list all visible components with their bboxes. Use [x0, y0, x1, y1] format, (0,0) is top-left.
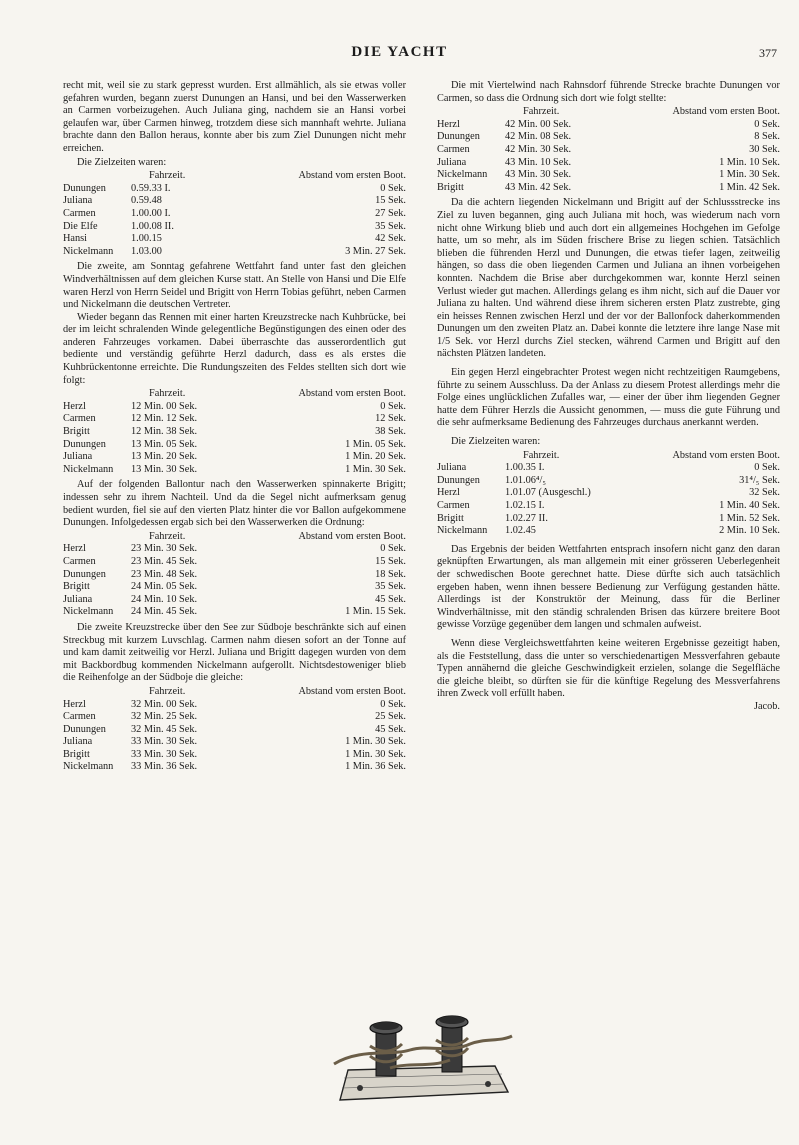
- boat-name: Dunungen: [63, 723, 106, 735]
- boat-name: Carmen: [63, 711, 96, 723]
- boat-name: Juliana: [63, 451, 93, 463]
- boat-name: Herzl: [63, 698, 86, 710]
- boat-gap: 0 Sek.: [754, 462, 780, 474]
- table-row: [63, 464, 406, 477]
- boat-gap: 1 Min. 20 Sek.: [345, 451, 406, 463]
- boat-time: 43 Min. 10 Sek.: [505, 156, 572, 168]
- boat-name: Carmen: [63, 555, 96, 567]
- boat-name: Hansi: [63, 233, 88, 245]
- boat-gap: 1 Min. 30 Sek.: [345, 463, 406, 475]
- boat-name: Brigitt: [437, 181, 464, 193]
- boat-gap: 3 Min. 27 Sek.: [345, 245, 406, 257]
- boat-name: Herzl: [63, 543, 86, 555]
- paragraph: recht mit, weil sie zu stark gepresst wurden. Erst allmählich, als sie etwas voller gefahren wurden, begann zuerst Dunungen an Hansi, und bei den Wasserwerken an Carmen vorbeizugehen. Auch Juliana ging, nachdem sie an Hansi vorbei gelaufen war, über Carmen hinweg, trotzdem diese sich mannhaft wehrte. Juliana brachte dann den Ballon heraus, konnte aber bis zum Ziel Dunungen nicht mehr erreichen.: [63, 80, 406, 154]
- boat-time: 24 Min. 05 Sek.: [131, 581, 198, 593]
- page-number: 377: [759, 46, 777, 60]
- table-header-row: [437, 106, 780, 119]
- boat-time: 1.01.06⁴/₅: [505, 474, 546, 486]
- paragraph: Ein gegen Herzl eingebrachter Protest wegen nicht rechtzeitigen Raumgebens, führte zu seinem Ausschluss. Da der Anlass zu diesem Protest allerdings mehr die Folge eines unglücklichen Zufalles war, — einer der über ihm liegenden Gegner hatte dem Führer Herzls die Aussicht genommen, — muss die gute Führung und die sehr aufmerksame Bedienung des Fahrzeuges durchaus anerkannt werden.: [437, 367, 780, 429]
- table-row: [63, 581, 406, 594]
- table-row: [63, 233, 406, 246]
- boat-name: Dunungen: [437, 474, 480, 486]
- table-row: [63, 543, 406, 556]
- boat-time: 24 Min. 10 Sek.: [131, 593, 198, 605]
- table-row: [437, 500, 780, 513]
- header-blank: [437, 450, 505, 463]
- header-fahrzeit: Fahrzeit.: [149, 388, 186, 400]
- boat-time: 0.59.33 I.: [131, 182, 171, 194]
- results-table: [63, 686, 406, 774]
- boat-gap: 1 Min. 30 Sek.: [345, 748, 406, 760]
- table-row: [437, 525, 780, 538]
- table-row: [63, 208, 406, 221]
- boat-time: 1.02.45: [505, 525, 536, 537]
- boat-name: Herzl: [63, 400, 86, 412]
- boat-name: Herzl: [437, 487, 460, 499]
- header-abstand: Abstand vom ersten Boot.: [298, 170, 406, 182]
- table-header-row: [63, 531, 406, 544]
- page-header: [0, 44, 799, 66]
- boat-time: 1.00.15: [131, 233, 162, 245]
- boat-name: Brigitt: [63, 426, 90, 438]
- boat-gap: 25 Sek.: [375, 711, 406, 723]
- boat-time: 24 Min. 45 Sek.: [131, 606, 198, 618]
- boat-time: 1.00.00 I.: [131, 207, 171, 219]
- boat-gap: 38 Sek.: [375, 426, 406, 438]
- table-header-row: [63, 686, 406, 699]
- table-row: [63, 699, 406, 712]
- boat-gap: 1 Min. 30 Sek.: [719, 169, 780, 181]
- boat-gap: 1 Min. 10 Sek.: [719, 156, 780, 168]
- boat-time: 32 Min. 45 Sek.: [131, 723, 198, 735]
- boat-time: 33 Min. 30 Sek.: [131, 736, 198, 748]
- boat-time: 13 Min. 30 Sek.: [131, 463, 198, 475]
- table-row: [63, 736, 406, 749]
- table-row: [437, 182, 780, 195]
- table-row: [63, 221, 406, 234]
- boat-time: 42 Min. 30 Sek.: [505, 143, 572, 155]
- table-row: [63, 711, 406, 724]
- bollard-with-rope-icon: [330, 1008, 515, 1113]
- paragraph: Auf der folgenden Ballontur nach den Wasserwerken spinnakerte Brigitt; indessen sehr zu ihrem Nachteil. Und da die Segel nicht aufmerksam genug bedient wurden, fiel sie auf den vierten Platz hinter die vor Ballon aufgekommene Dunungen. Infolgedessen ergab sich bei den Wasserwerken die Ordnung:: [63, 479, 406, 529]
- table-row: [63, 439, 406, 452]
- table-row: [63, 401, 406, 414]
- boat-time: 13 Min. 05 Sek.: [131, 438, 198, 450]
- boat-time: 42 Min. 08 Sek.: [505, 131, 572, 143]
- boat-gap: 1 Min. 52 Sek.: [719, 512, 780, 524]
- header-blank: [63, 531, 131, 544]
- table-row: [63, 246, 406, 259]
- header-blank: [63, 686, 131, 699]
- boat-name: Nickelmann: [437, 525, 488, 537]
- table-row: [63, 426, 406, 439]
- paragraph: Die zweite Kreuzstrecke über den See zur Südboje beschränkte sich auf einen Streckbug mit kurzem Luvschlag. Carmen nahm diesen sofort an der Tonne auf und kam damit zeitweilig vor Herzl. Juliana und Brigitt dagegen wurden von dem mit Backbordbug kommenden Nickelmann aufgerollt. Nichtsdestoweniger blieb die Reihenfolge an der Südboje die gleiche:: [63, 621, 406, 684]
- boat-gap: 0 Sek.: [380, 400, 406, 412]
- boat-gap: 32 Sek.: [749, 487, 780, 499]
- table-row: [437, 475, 780, 488]
- boat-name: Dunungen: [63, 182, 106, 194]
- boat-time: 43 Min. 30 Sek.: [505, 169, 572, 181]
- boat-gap: 0 Sek.: [380, 543, 406, 555]
- paragraph: Wieder begann das Rennen mit einer harten Kreuzstrecke nach Kuhbrücke, bei der im leicht schralenden Winde gelegentliche Begünstigungen des einen oder des anderen Fahrzeuges vorkamen. Dabei überraschte das ausserordentlich gut bediente und verständig geführte Herzl dadurch, dass es als erstes die Kuhbrückentonne erreichte. Die Rundungszeiten des Feldes stellten sich dort wie folgt:: [63, 311, 406, 386]
- header-abstand: Abstand vom ersten Boot.: [672, 106, 780, 118]
- boat-gap: 31⁴/₅ Sek.: [739, 474, 780, 486]
- boat-name: Brigitt: [63, 748, 90, 760]
- header-fahrzeit: Fahrzeit.: [149, 530, 186, 542]
- table-row: [63, 413, 406, 426]
- boat-name: Juliana: [63, 195, 93, 207]
- boat-time: 0.59.48: [131, 195, 162, 207]
- table-row: [63, 195, 406, 208]
- header-blank: [437, 106, 505, 119]
- boat-name: Brigitt: [63, 581, 90, 593]
- boat-gap: 1 Min. 36 Sek.: [345, 761, 406, 773]
- table-row: [437, 462, 780, 475]
- boat-name: Nickelmann: [63, 761, 114, 773]
- table-intro: Die Zielzeiten waren:: [77, 156, 167, 168]
- boat-time: 33 Min. 36 Sek.: [131, 761, 198, 773]
- table-row: [63, 749, 406, 762]
- boat-gap: 0 Sek.: [754, 118, 780, 130]
- boat-time: 1.02.15 I.: [505, 500, 545, 511]
- table-row: [437, 513, 780, 526]
- paragraph: Die mit Viertelwind nach Rahnsdorf führende Strecke brachte Dunungen vor Carmen, so dass die Ordnung sich dort wie folgt stellte:: [437, 80, 780, 104]
- boat-time: 1.00.08 II.: [131, 220, 174, 232]
- boat-gap: 27 Sek.: [375, 207, 406, 219]
- boat-gap: 0 Sek.: [380, 182, 406, 194]
- table-row: [63, 569, 406, 582]
- boat-name: Herzl: [437, 118, 460, 130]
- boat-gap: 1 Min. 40 Sek.: [719, 500, 780, 511]
- boat-gap: 12 Sek.: [375, 413, 406, 425]
- header-fahrzeit: Fahrzeit.: [149, 685, 186, 697]
- boat-time: 1.00.35 I.: [505, 462, 545, 474]
- table-row: [437, 144, 780, 157]
- boat-gap: 18 Sek.: [375, 568, 406, 580]
- results-table: [63, 388, 406, 476]
- table-row: [63, 556, 406, 569]
- boat-time: 23 Min. 30 Sek.: [131, 543, 198, 555]
- boat-time: 13 Min. 20 Sek.: [131, 451, 198, 463]
- boat-name: Nickelmann: [63, 606, 114, 618]
- boat-time: 23 Min. 45 Sek.: [131, 555, 198, 567]
- paragraph: Die zweite, am Sonntag gefahrene Wettfahrt fand unter fast den gleichen Windverhältnissen auf dem gleichen Kurse statt. An Stelle von Hansi und Die Elfe waren Herzl von Herrn Seidel und Brigitt von Herrn Tobias geführt, neben Carmen und Nickelmann die deutschen Vertreter.: [63, 261, 406, 311]
- boat-gap: 1 Min. 05 Sek.: [345, 438, 406, 450]
- header-fahrzeit: Fahrzeit.: [523, 449, 560, 461]
- boat-time: 12 Min. 12 Sek.: [131, 413, 198, 425]
- boat-name: Nickelmann: [63, 463, 114, 475]
- table-intro: Die Zielzeiten waren:: [451, 436, 541, 448]
- header-blank: [63, 170, 131, 183]
- boat-time: 1.03.00: [131, 245, 162, 257]
- boat-gap: 15 Sek.: [375, 555, 406, 567]
- table-header-row: [63, 170, 406, 183]
- boat-gap: 2 Min. 10 Sek.: [719, 525, 780, 537]
- boat-name: Carmen: [437, 500, 470, 511]
- paragraph: Wenn diese Vergleichswettfahrten keine weiteren Ergebnisse gezeitigt haben, als die Feststellung, dass die unter so verschiedenartigen Messverfahren gebaute Typen annähernd die gleiche Geschwindigkeit erzielen, solange die Segelfläche die gleiche bleibt, so dürften sie für die künftige Regelung des Messverfahrens ihren Zweck voll erfüllt haben.: [437, 637, 780, 700]
- table-header-row: [63, 388, 406, 401]
- results-table: [437, 106, 780, 194]
- table-header-row: [437, 450, 780, 463]
- boat-name: Die Elfe: [63, 220, 98, 232]
- table-row: [437, 119, 780, 132]
- boat-gap: 15 Sek.: [375, 195, 406, 207]
- boat-name: Juliana: [437, 156, 467, 168]
- paragraph: Da die achtern liegenden Nickelmann und Brigitt auf der Schlussstrecke ins Ziel zu luven begannen, ging auch Juliana mit hoch, was wiederum nach vorn nicht ohne Wirkung blieb und auch dort ein allgemeines Hochgehen im Gefolge hatte, um so mehr, als im Süden frischere Brise zu liegen schien. Tatsächlich blieben die führenden Herzl und Dunungen, die etwas tiefer lagen, zeitweilig hängen, so dass die oben liegenden Carmen und Juliana an ihnen vorbeigehen konnten. Nachdem die Brise aber durchgekommen war, konnte Herzl seinen Verlust wieder gut machen. Allerdings gelang es ihm nicht, sich auf die Dauer vor Juliana zu halten. Und während diese ihrem sicheren ersten Platz zustrebte, ging ein heisses Rennen zwischen Herzl und der vor der Ballonfock daherkommenden Dunungen um den zweiten Platz an. Dabei konnte die letztere ihre lange Nase mit 1/5 Sek. vor Herzl durchs Ziel stecken, während Carmen und Brigitt auf den nächsten Plätzen landeten.: [437, 197, 780, 360]
- boat-gap: 1 Min. 30 Sek.: [345, 736, 406, 748]
- boat-time: 12 Min. 38 Sek.: [131, 426, 198, 438]
- boat-gap: 45 Sek.: [375, 593, 406, 605]
- boat-time: 23 Min. 48 Sek.: [131, 568, 198, 580]
- table-row: [63, 183, 406, 196]
- boat-name: Carmen: [63, 413, 96, 425]
- boat-time: 12 Min. 00 Sek.: [131, 400, 198, 412]
- boat-time: 32 Min. 25 Sek.: [131, 711, 198, 723]
- paragraph: Das Ergebnis der beiden Wettfahrten entsprach insofern nicht ganz den daran geknüpften Erwartungen, als man allgemein mit einer grösseren Ueberlegenheit der schwedischen Boote gerechnet hatte. Diese dürfte sich auch tatsächlich ergeben haben, wenn ihnen bessere Bedienung zur Verfügung gestanden hätte. Allerdings ist der Konstruktör der Meinung, dass für die Berliner Windverhältnisse, mit den ständig schralenden Brisen das kürzere breitere Boot gewisse Vorzüge gegenüber dem langen und schmalen aufweist.: [437, 543, 780, 631]
- header-abstand: Abstand vom ersten Boot.: [672, 449, 780, 461]
- boat-name: Carmen: [437, 143, 470, 155]
- boat-name: Dunungen: [63, 438, 106, 450]
- boat-name: Carmen: [63, 207, 96, 219]
- table-row: [437, 487, 780, 500]
- boat-gap: 35 Sek.: [375, 220, 406, 232]
- results-table: [63, 531, 406, 619]
- table-row: [63, 451, 406, 464]
- boat-gap: 30 Sek.: [749, 143, 780, 155]
- boat-name: Dunungen: [437, 131, 480, 143]
- boat-gap: 1 Min. 15 Sek.: [345, 606, 406, 618]
- boat-name: Juliana: [63, 736, 93, 748]
- boat-time: 1.01.07 (Ausgeschl.): [505, 487, 591, 499]
- boat-name: Brigitt: [437, 512, 464, 524]
- boat-gap: 35 Sek.: [375, 581, 406, 593]
- header-blank: [63, 388, 131, 401]
- table-row: [63, 761, 406, 774]
- boat-time: 32 Min. 00 Sek.: [131, 698, 198, 710]
- boat-gap: 1 Min. 42 Sek.: [719, 181, 780, 193]
- boat-name: Nickelmann: [63, 245, 114, 257]
- table-row: [437, 169, 780, 182]
- journal-title: DIE YACHT: [351, 44, 448, 60]
- results-table: [63, 170, 406, 258]
- table-row: [63, 724, 406, 737]
- boat-gap: 45 Sek.: [375, 723, 406, 735]
- table-row: [437, 157, 780, 170]
- boat-name: Dunungen: [63, 568, 106, 580]
- results-table: [437, 450, 780, 538]
- header-abstand: Abstand vom ersten Boot.: [298, 685, 406, 697]
- right-column: [437, 80, 780, 714]
- header-fahrzeit: Fahrzeit.: [523, 106, 560, 118]
- boat-gap: 0 Sek.: [380, 698, 406, 710]
- boat-name: Nickelmann: [437, 169, 488, 181]
- boat-name: Juliana: [437, 462, 467, 474]
- boat-time: 43 Min. 42 Sek.: [505, 181, 572, 193]
- boat-time: 1.02.27 II.: [505, 512, 548, 524]
- header-abstand: Abstand vom ersten Boot.: [298, 530, 406, 542]
- boat-name: Juliana: [63, 593, 93, 605]
- boat-time: 33 Min. 30 Sek.: [131, 748, 198, 760]
- left-column: [63, 80, 406, 777]
- boat-gap: 8 Sek.: [754, 131, 780, 143]
- table-row: [63, 606, 406, 619]
- header-abstand: Abstand vom ersten Boot.: [298, 388, 406, 400]
- header-fahrzeit: Fahrzeit.: [149, 170, 186, 182]
- boat-gap: 42 Sek.: [375, 233, 406, 245]
- boat-time: 42 Min. 00 Sek.: [505, 118, 572, 130]
- table-row: [437, 131, 780, 144]
- author-signature: Jacob.: [753, 700, 780, 712]
- table-row: [63, 594, 406, 607]
